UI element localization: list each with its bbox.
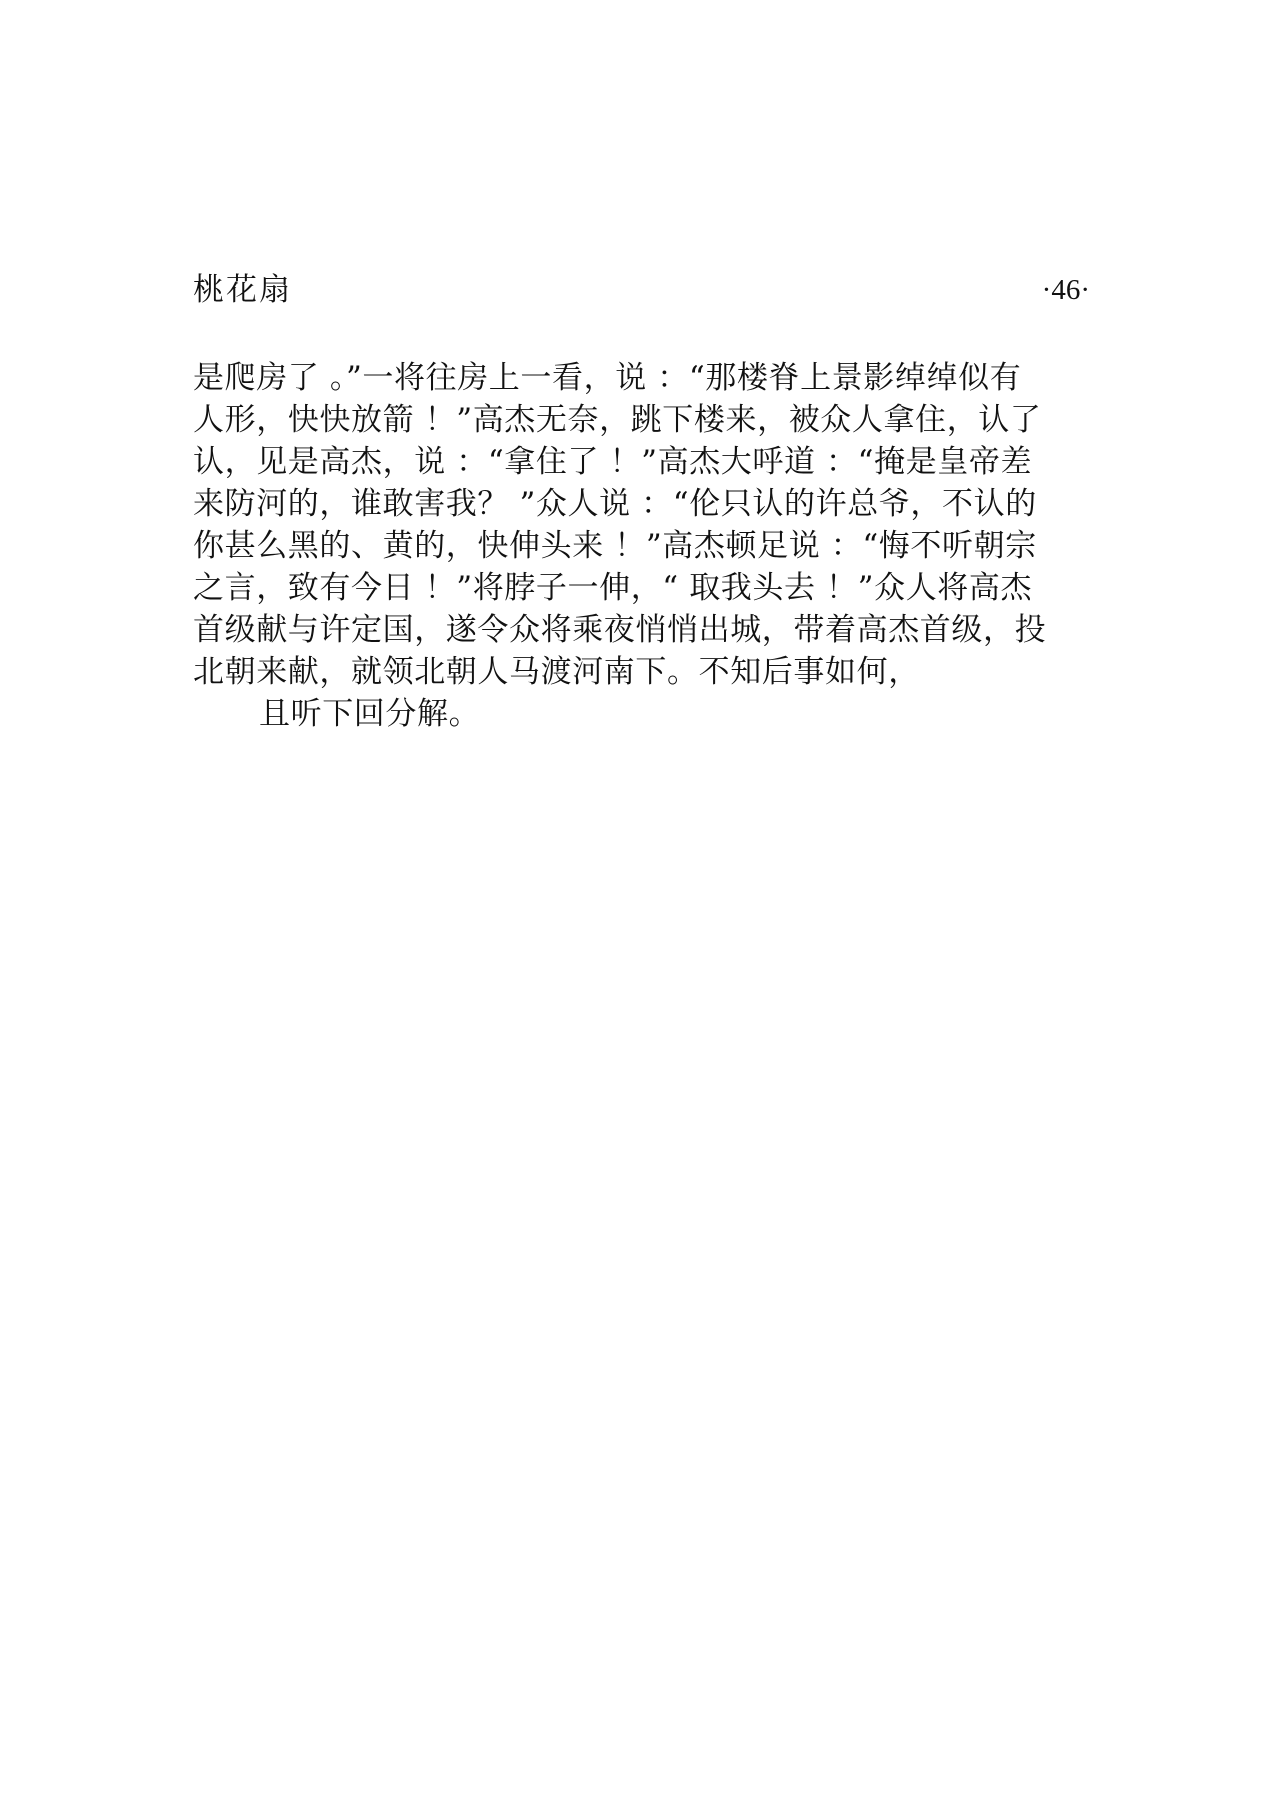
running-header-title: 桃花扇 [193,272,292,308]
text-line: 是爬房了 。”一将往房上一看，说 ：“那楼脊上景影绰绰似有 [193,360,1022,396]
text-line-indented: 且听下回分解。 [259,696,481,732]
text-line: 你甚么黑的、黄的，快伸头来 ！”高杰顿足说 ：“悔不听朝宗 [193,528,1037,564]
text-line: 来防河的，谁敢害我？ ”众人说 ：“伦只认的许总爷，不认的 [193,486,1037,522]
text-line: 之言，致有今日 ！”将脖子一伸，“ 取我头去 ！”众人将高杰 [193,570,1033,606]
body-text [193,357,1093,735]
text-line: 北朝来献，就领北朝人马渡河南下。不知后事如何， [193,654,920,690]
text-line: 认，见是高杰，说 ：“拿住了 ！”高杰大呼道 ：“掩是皇帝差 [193,444,1033,480]
text-line: 首级献与许定国，遂令众将乘夜悄悄出城，带着高杰首级，投 [193,612,1047,648]
page-number: ·46· [1041,274,1090,306]
text-line: 人形，快快放箭 ！”高杰无奈，跳下楼来，被众人拿住，认了 [193,402,1042,438]
